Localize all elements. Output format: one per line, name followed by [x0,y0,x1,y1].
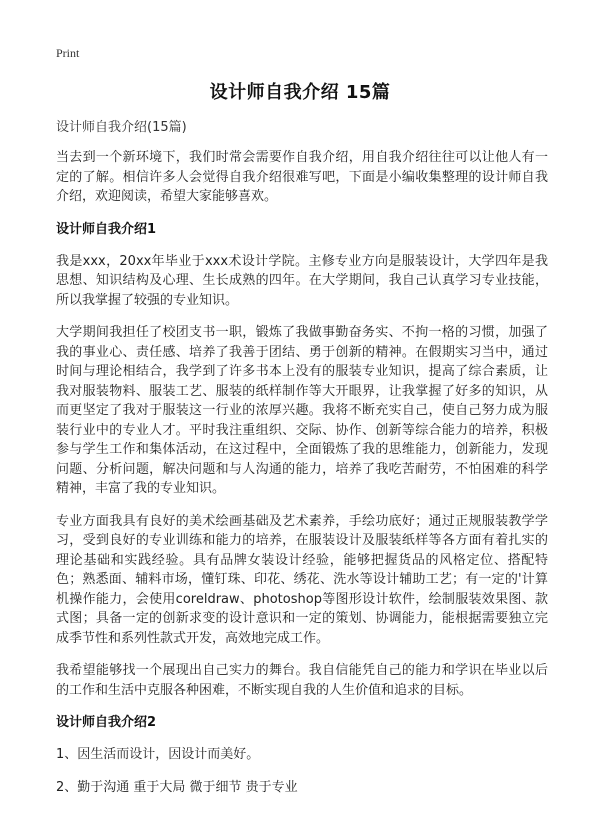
print-label: Print [56,46,80,60]
section-1-heading: 设计师自我介绍1 [56,221,157,237]
section-1-paragraph-3: 专业方面我具有良好的美术绘画基础及艺术素养，手绘功底好；通过正规服装教学学习，受到良好的专业训练和能力的培养，在服装设计及服装纸样等各方面有着扎实的理论基础和实践经验。具有品牌女装设计经验，能够把握货品的风格定位、搭配特色；熟悉面、辅料市场，懂钉珠、印花、绣花、洗水等设计辅助工艺；有一定的'计算机操作能力，会使用coreldraw、photoshop等图形设计软件，绘制服装效果图、款式图；具备一定的创新求变的设计意识和一定的策划、协调能力，能根据需要独立完成季节性和系列性款式开发，高效地完成工作。 [56,513,548,646]
page-title: 设计师自我介绍 15篇 [209,82,391,103]
section-2-heading: 设计师自我介绍2 [56,715,157,730]
section-1-paragraph-2: 大学期间我担任了校团支书一职，锻炼了我做事勤奋务实、不拘一格的习惯，加强了我的事业心、责任感、培养了我善于团结、勇于创新的精神。在假期实习当中，通过时间与理论相结合，我学到了许多书本上没有的服装专业知识，提高了综合素质，让我对服装物料、服装工艺、服装的纸样制作等大开眼界，让我掌握了好多的知识，从而更坚定了我对于服装这一行业的浓厚兴趣。我将不断充实自己，使自己努力成为服装行业中的专业人才。平时我注重组织、交际、协作、创新等综合能力的培养，积极参与学生工作和集体活动，在这过程中，全面锻炼了我的思维能力，创新能力，发现问题、分析问题，解决问题和与人沟通的能力，培养了我吃苦耐劳，不怕困难的科学精神，丰富了我的专业知识。 [56,325,548,496]
intro-paragraph: 当去到一个新环境下，我们时常会需要作自我介绍，用自我介绍往往可以让他人有一定的了解。相信许多人会觉得自我介绍很难写吧，下面是小编收集整理的设计师自我介绍，欢迎阅读，希望大家能够喜欢。 [56,150,548,204]
document-body [56,118,548,811]
section-2-item-2: 2、勤于沟通 重于大局 微于细节 贵于专业 [56,780,298,795]
section-2-item-1: 1、因生活而设计，因设计而美好。 [56,747,260,762]
section-1-paragraph-4: 我希望能够找一个展现出自己实力的舞台。我自信能凭自己的能力和学识在毕业以后的工作和生活中克服各种困难，不断实现自我的人生价值和追求的目标。 [56,663,548,698]
document-subtitle: 设计师自我介绍(15篇) [56,120,187,135]
section-1-paragraph-1: 我是xxx，20xx年毕业于xxx术设计学院。主修专业方向是服装设计，大学四年是我思想、知识结构及心理、生长成熟的四年。在大学期间，我自己认真学习专业技能，所以我掌握了较强的专业知识。 [56,253,548,308]
